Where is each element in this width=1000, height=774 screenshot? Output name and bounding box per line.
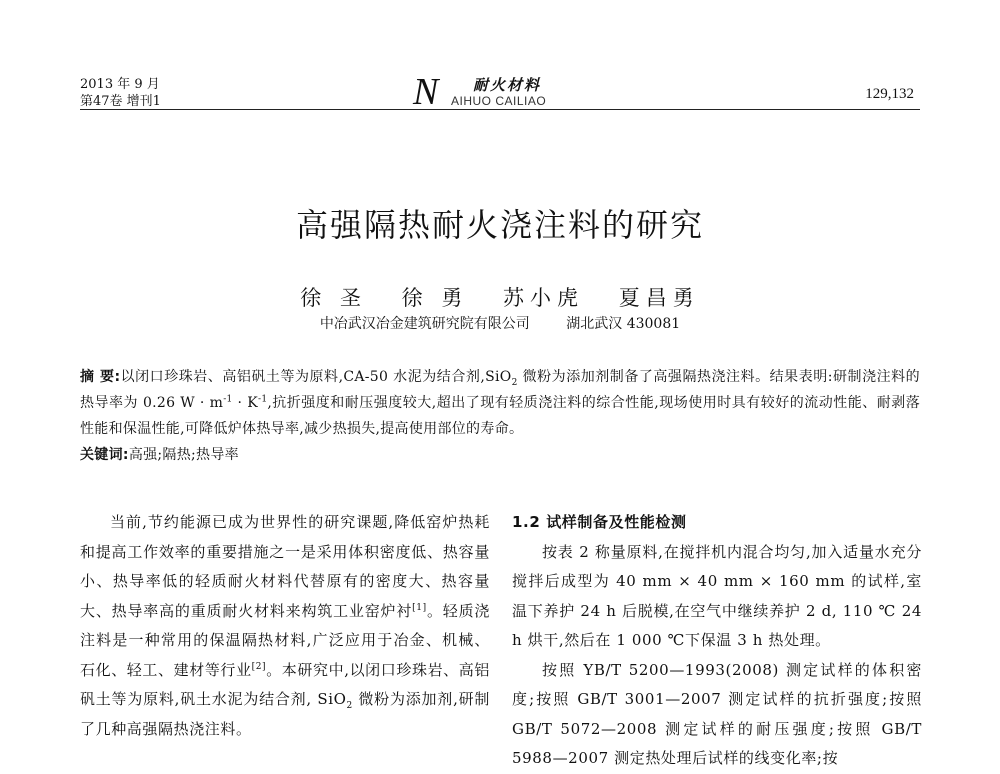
- body-paragraph: 按照 YB/T 5200—1993(2008) 测定试样的体积密度;按照 GB/T 3001—2007 测定试样的抗折强度;按照 GB/T 5072—2008 测定试样的耐压强度;按照 GB/T 5988—2007 测定热处理后试样的线变化率;按: [512, 660, 922, 767]
- author: 苏小虎: [503, 286, 585, 310]
- journal-name-cn: 耐火材料: [473, 76, 542, 94]
- body-column-right: [512, 508, 922, 774]
- abstract-body: 摘 要:以闭口珍珠岩、高铝矾土等为原料,CA-50 水泥为结合剂,SiO$_2$ 微粉为添加剂制备了高强隔热浇注料。结果表明:研制浇注料的热导率为 0.26 $W \cdot m^{-1} \cdot K^{-1}$,抗折强度和耐压强度较大,超出了现有轻质浇注料的综合性能,现场使用时具有较好的流动性能、耐剥落性能和保温性能,可降低炉体热导率,减少热损失,提高使用部位的寿命。: [80, 369, 920, 437]
- citation: [2]: [251, 661, 267, 672]
- issue-info: [80, 76, 161, 110]
- affiliation-org: 中冶武汉冶金建筑研究院有限公司: [319, 316, 530, 332]
- issue-volume: 第47卷 增刊1: [80, 94, 161, 109]
- journal-name-en: AIHUO CAILIAO: [451, 94, 547, 108]
- page-numbers: 129,132: [865, 86, 914, 102]
- header-rule: [80, 109, 920, 110]
- section-heading: 1.2 试样制备及性能检测: [512, 513, 687, 531]
- author-list: [0, 282, 1000, 312]
- abstract-label: 摘 要:: [80, 369, 121, 385]
- body-paragraph: 按表 2 称量原料,在搅拌机内混合均匀,加入适量水充分搅拌后成型为 40 mm × 40 mm × 160 mm 的试样,室温下养护 24 h 后脱模,在空气中继续养护 2 d, 110 ℃ 24 h 烘干,然后在 1 000 ℃下保温 3 h 热处理。: [512, 542, 922, 649]
- author: 徐 圣: [300, 286, 367, 310]
- affiliation: [0, 313, 1000, 333]
- citation: [1]: [412, 602, 427, 613]
- body-column-left: [80, 508, 490, 744]
- issue-date: 2013 年 9 月: [80, 77, 160, 92]
- journal-initial: N: [413, 71, 439, 113]
- keywords-label: 关键词:: [80, 447, 129, 463]
- keywords: [80, 442, 920, 468]
- abstract: [80, 364, 920, 468]
- keywords-text: 高强;隔热;热导率: [128, 447, 239, 463]
- author: 徐 勇: [401, 286, 469, 310]
- affiliation-place: 湖北武汉 430081: [566, 316, 681, 332]
- intro-paragraph: 当前,节约能源已成为世界性的研究课题,降低窑炉热耗和提高工作效率的重要措施之一是采用体积密度低、热容量小、热导率低的轻质耐火材料代替原有的密度大、热容量大、热导率高的重质耐火材料来构筑工业窑炉衬[1]。轻质浇注料是一种常用的保温隔热材料,广泛应用于冶金、机械、石化、轻工、建材等行业[2]。本研究中,以闭口珍珠岩、高铝矾土等为原料,矾土水泥为结合剂, SiO$_2$ 微粉为添加剂,研制了几种高强隔热浇注料。: [80, 513, 491, 738]
- journal-logo: [413, 71, 593, 113]
- author: 夏昌勇: [618, 286, 700, 310]
- paper-title: 高强隔热耐火浇注料的研究: [295, 206, 704, 244]
